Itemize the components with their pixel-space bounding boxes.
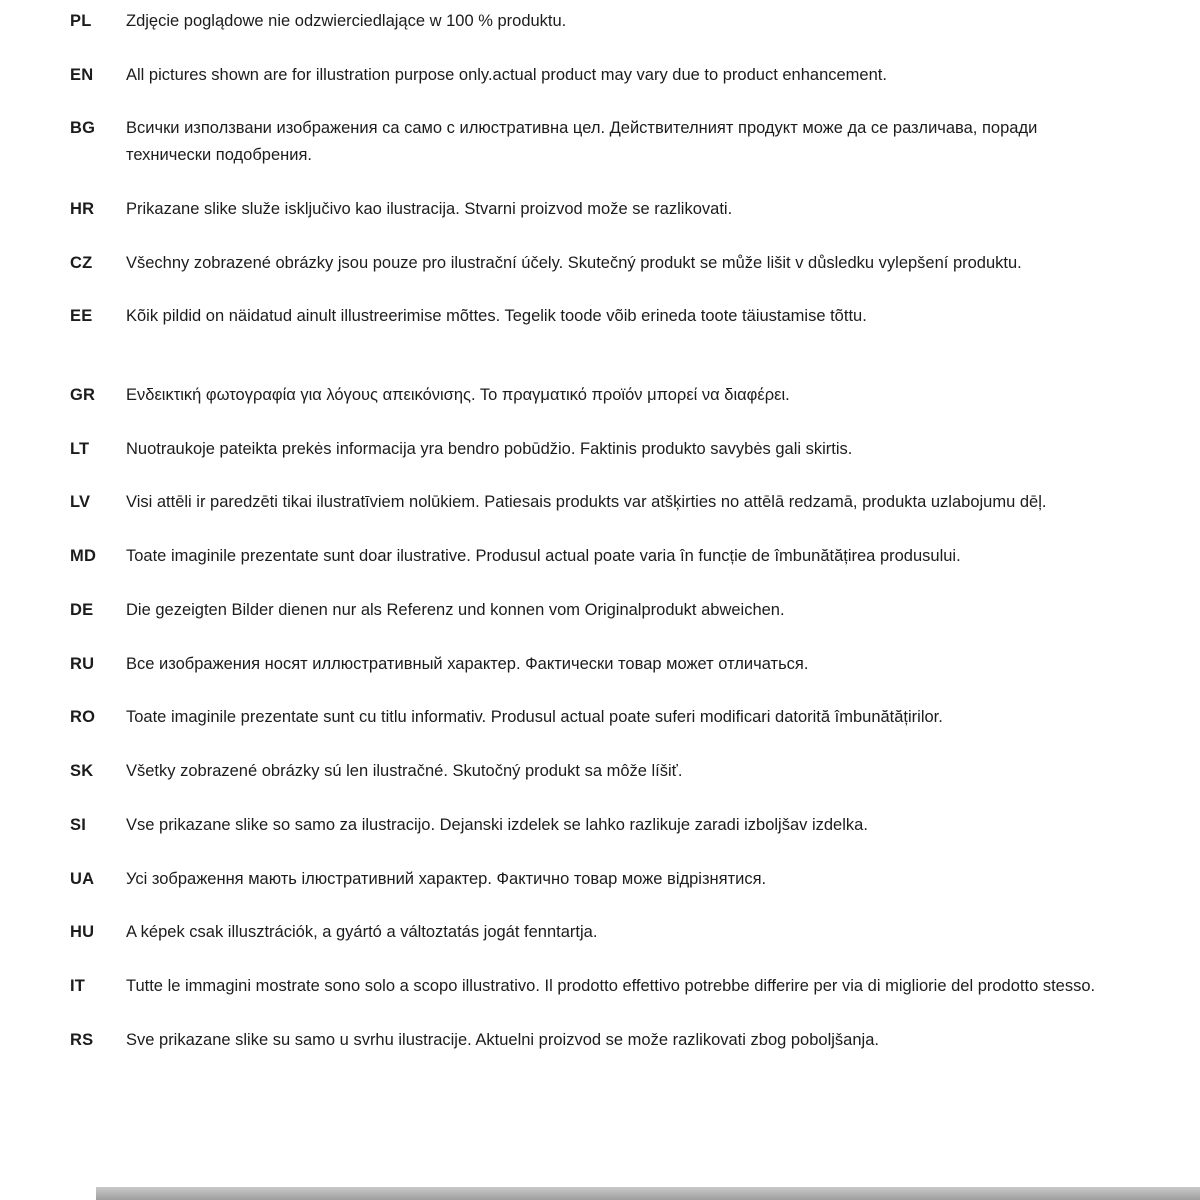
disclaimer-row-sk [70, 758, 1115, 785]
disclaimer-text: Kõik pildid on näidatud ainult illustreerimise mõttes. Tegelik toode võib erineda toote täiustamise tõttu. [126, 307, 867, 326]
language-code: SI [70, 815, 86, 834]
language-code: EE [70, 307, 93, 326]
language-code: IT [70, 976, 86, 995]
disclaimer-text: Všetky zobrazené obrázky sú len ilustračné. Skutočný produkt sa môže líšiť. [126, 762, 683, 781]
language-code: DE [70, 600, 94, 619]
disclaimer-text: Die gezeigten Bilder dienen nur als Referenz und konnen vom Originalprodukt abweichen. [126, 600, 785, 619]
disclaimer-row-de [70, 597, 1115, 624]
disclaimer-text: Zdjęcie poglądowe nie odzwierciedlające w 100 % produktu. [126, 12, 567, 30]
language-code: RS [70, 1030, 94, 1049]
language-code: CZ [70, 253, 93, 272]
disclaimer-text: Tutte le immagini mostrate sono solo a scopo illustrativo. Il prodotto effettivo potrebbe differire per via di migliorie del prodotto stesso. [126, 976, 1096, 995]
language-code: RO [70, 708, 96, 727]
disclaimer-row-ru [70, 651, 1115, 678]
language-code: LV [70, 493, 91, 512]
language-code: UA [70, 869, 95, 888]
disclaimer-row-ua [70, 866, 1115, 893]
language-code: HR [70, 199, 95, 218]
language-code: HU [70, 923, 95, 942]
disclaimer-row-bg [70, 115, 1115, 168]
disclaimer-row-cz [70, 250, 1115, 277]
language-code: GR [70, 386, 96, 405]
language-code: LT [70, 439, 90, 458]
disclaimer-row-ee [70, 303, 1115, 330]
disclaimer-row-it [70, 973, 1115, 1000]
disclaimer-text: Ενδεικτική φωτογραφία για λόγους απεικόνισης. Το πραγματικό προϊόν μπορεί να διαφέρει. [126, 386, 790, 405]
disclaimer-row-hu [70, 919, 1115, 946]
disclaimer-row-hr [70, 196, 1115, 223]
disclaimer-text: A képek csak illusztrációk, a gyártó a változtatás jogát fenntartja. [126, 923, 598, 942]
disclaimer-row-rs [70, 1027, 1115, 1054]
disclaimer-row-si [70, 812, 1115, 839]
disclaimer-text: Всички използвани изображения са само с илюстративна цел. Действителният продукт може да се различава, поради технически подобрения. [126, 119, 1038, 165]
language-code: BG [70, 119, 96, 138]
disclaimer-row-en [70, 62, 1115, 89]
disclaimer-text: Visi attēli ir paredzēti tikai ilustratīviem nolūkiem. Patiesais produkts var atšķirties no attēlā redzamā, produkta uzlabojumu dēļ. [126, 493, 1047, 512]
disclaimer-text: Toate imaginile prezentate sunt cu titlu informativ. Produsul actual poate suferi modificari datorită îmbunătățirilor. [126, 708, 943, 727]
disclaimer-text: Sve prikazane slike su samo u svrhu ilustracije. Aktuelni proizvod se može razlikovati zbog poboljšanja. [126, 1030, 879, 1049]
disclaimer-row-lt [70, 436, 1115, 463]
bottom-scan-bar [96, 1187, 1200, 1200]
language-code: PL [70, 12, 92, 30]
disclaimer-text: Nuotraukoje pateikta prekės informacija yra bendro pobūdžio. Faktinis produkto savybės gali skirtis. [126, 439, 853, 458]
disclaimer-row-lv [70, 489, 1115, 516]
language-code: MD [70, 547, 97, 566]
disclaimer-text: Vse prikazane slike so samo za ilustracijo. Dejanski izdelek se lahko razlikuje zaradi izboljšav izdelka. [126, 815, 868, 834]
disclaimer-text: Усі зображення мають ілюстративний характер. Фактично товар може відрізнятися. [126, 869, 767, 888]
language-code: SK [70, 762, 94, 781]
disclaimer-text: Все изображения носят иллюстративный характер. Фактически товар может отличаться. [126, 654, 809, 673]
disclaimer-row-md [70, 543, 1115, 570]
disclaimer-row-ro [70, 704, 1115, 731]
disclaimer-text: Toate imaginile prezentate sunt doar ilustrative. Produsul actual poate varia în funcție de îmbunătățirea produsului. [126, 547, 961, 566]
disclaimer-row-pl [70, 8, 1115, 35]
disclaimer-text: All pictures shown are for illustration purpose only.actual product may vary due to product enhancement. [126, 65, 887, 84]
language-code: EN [70, 65, 94, 84]
disclaimer-text: Prikazane slike služe isključivo kao ilustracija. Stvarni proizvod može se razlikovati. [126, 199, 733, 218]
disclaimer-row-gr [70, 382, 1115, 409]
language-code: RU [70, 654, 95, 673]
disclaimer-text: Všechny zobrazené obrázky jsou pouze pro ilustrační účely. Skutečný produkt se může lišit v důsledku vylepšení produktu. [126, 253, 1022, 272]
